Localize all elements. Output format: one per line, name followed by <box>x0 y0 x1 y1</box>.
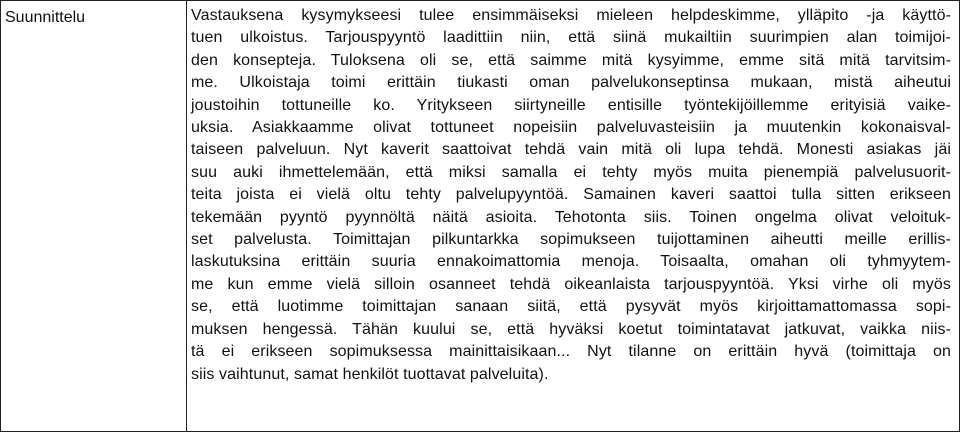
body-line: siis vaihtunut, samat henkilöt tuottavat palveluita). <box>191 365 549 383</box>
body-line: tekemään pyyntö pyynnöltä näitä asioita. Tehotonta siis. Toinen ongelma olivat veloituk- <box>191 208 951 226</box>
body-line: tuen ulkoistus. Tarjouspyyntö laadittiin niin, että siinä mukailtiin suurimpien alan toimijoi- <box>191 29 951 47</box>
body-line: uksia. Asiakkaamme olivat tottuneet nopeisiin palveluvasteisiin ja muutenkin kokonaisval- <box>191 119 951 137</box>
body-line: laskutuksina erittäin suuria ennakoimattomia menoja. Toisaalta, omahan oli tyhmyytem- <box>191 253 951 271</box>
body-line: set palvelusta. Toimittajan pilkuntarkka sopimukseen tuijottaminen aiheutti meille erillis- <box>191 231 951 249</box>
body-line: den konsepteja. Tuloksena oli se, että saimme mitä kysyimme, emme sitä mitä tarvitsim- <box>191 51 951 69</box>
body-line: muksen hengessä. Tähän kuului se, että hyväksi koetut toimintatavat jatkuvat, vaikka niis- <box>191 320 951 338</box>
body-line: taiseen palveluun. Nyt kaverit saattoivat tehdä vain mitä oli lupa tehdä. Monesti asiakas jäi <box>191 141 951 159</box>
body-line: me. Ulkoistaja toimi erittäin tiukasti oman palvelukonseptinsa mukaan, mistä aiheutui <box>191 74 951 92</box>
body-line: teita joista ei vielä oltu tehty palvelupyyntöä. Samainen kaveri saattoi tulla sitten erikseen <box>191 186 951 204</box>
body-line: tä ei erikseen sopimuksessa mainittaisikaan... Nyt tilanne on erittäin hyvä (toimittaja on <box>191 343 951 361</box>
section-label-cell <box>1 1 187 431</box>
body-line: se, että luotimme toimittajan sanaan siitä, että pysyvät myös kirjoittamattomassa sopi- <box>191 298 951 316</box>
section-body-cell <box>187 1 959 431</box>
body-line: Vastauksena kysymykseesi tulee ensimmäiseksi mieleen helpdeskimme, ylläpito -ja käyttö- <box>191 7 951 24</box>
section-label: Suunnittelu <box>5 9 86 26</box>
body-line: suu auki ihmettelemään, että miksi samalla ei tehty myös muita pienempiä palvelusuorit- <box>191 163 951 181</box>
body-line: me kun emme vielä silloin osanneet tehdä oikeanlaista tarjouspyyntöä. Yksi virhe oli myös <box>191 275 951 293</box>
body-line: joustoihin tottuneille ko. Yritykseen siirtyneille entisille työntekijöillemme erityisiä vaike- <box>191 96 951 114</box>
